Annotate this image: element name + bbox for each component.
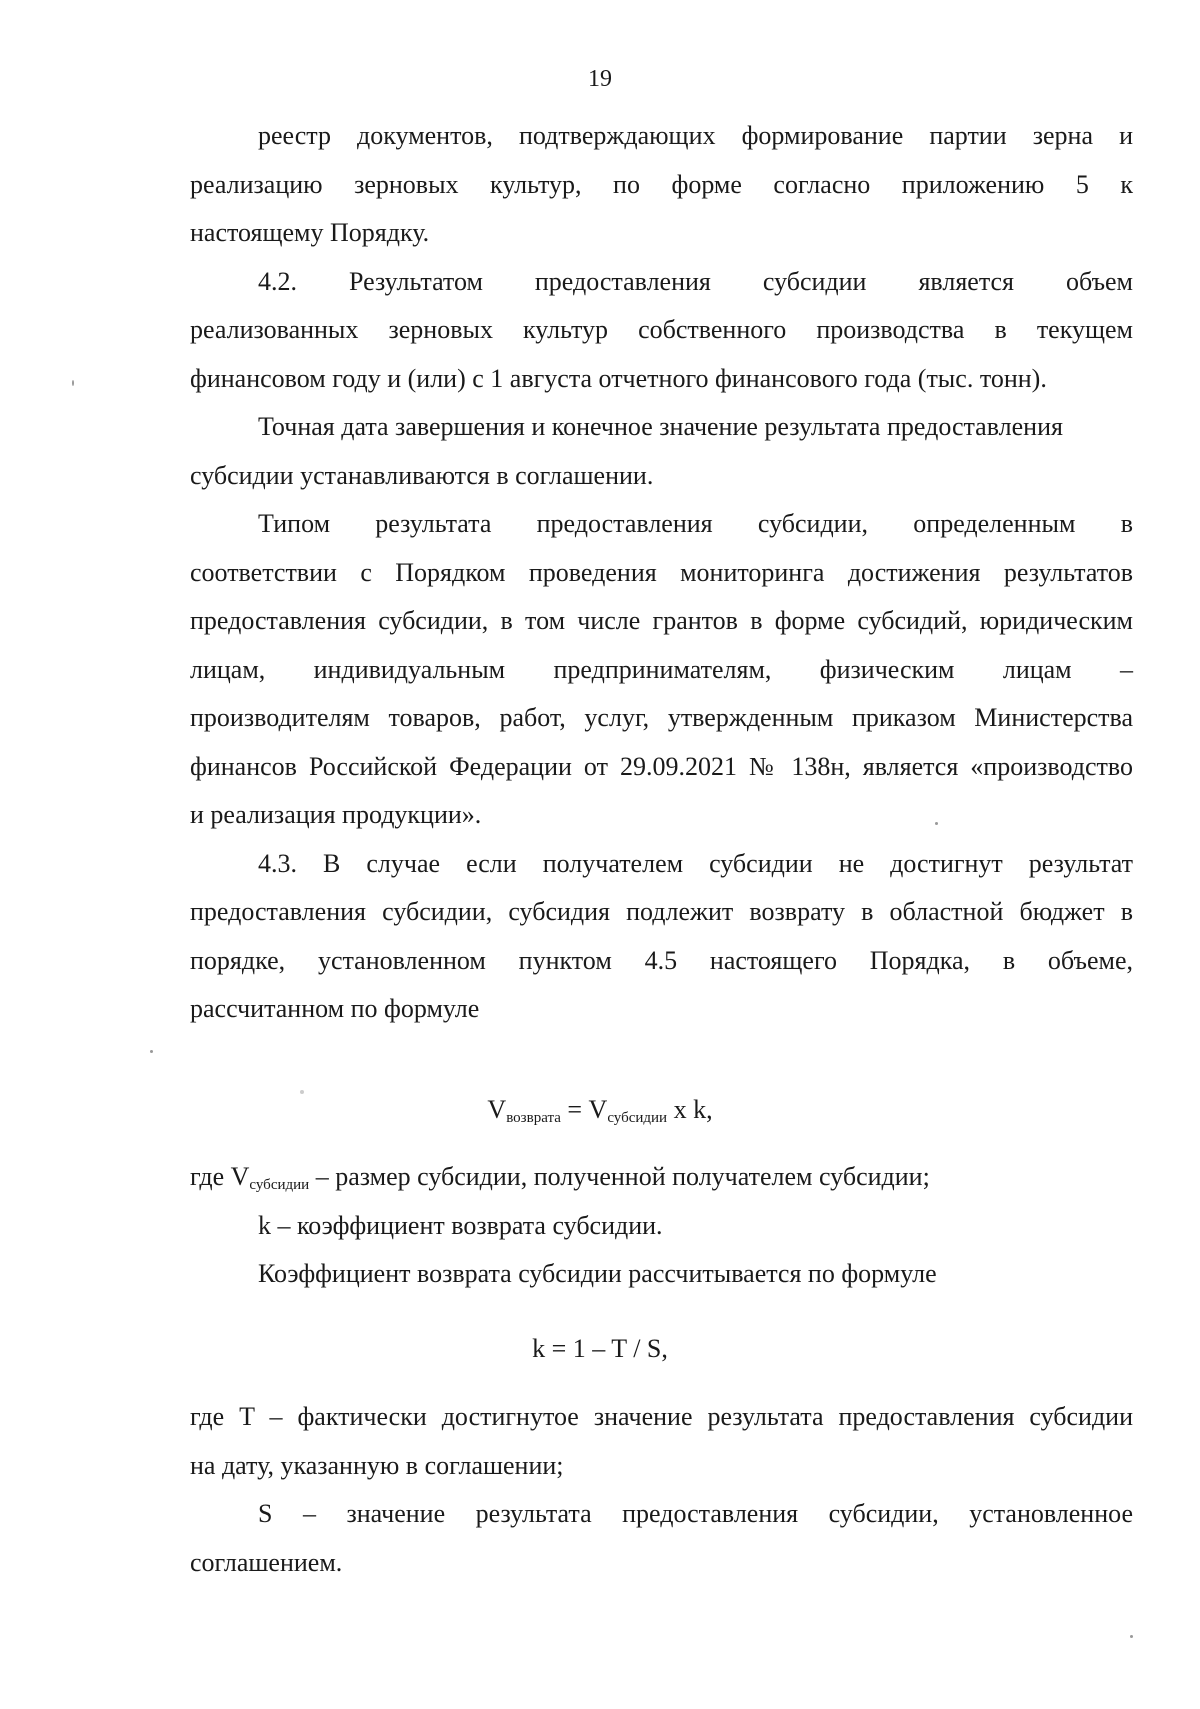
text-fragment: – размер субсидии, полученной получателем субсидии; [309, 1162, 930, 1191]
text-line: рассчитанном по формуле [190, 994, 480, 1023]
text-line: 4.3. В случае если получателем субсидии не достигнут результат [258, 848, 1133, 878]
formula-coefficient: k = 1 – T / S, [532, 1334, 668, 1363]
page-number: 19 [588, 66, 612, 92]
text-line [190, 1153, 1133, 1202]
text-line: на дату, указанную в соглашении; [190, 1450, 564, 1480]
text-line: субсидии устанавливаются в соглашении. [190, 460, 654, 490]
scan-speck [300, 1090, 304, 1094]
body-text-block-2 [190, 1153, 1133, 1299]
text-fragment: где V [190, 1162, 250, 1191]
body-text-block-1 [190, 112, 1133, 1034]
formula-subscript: субсидии [607, 1110, 668, 1126]
text-line: финансовом году и (или) с 1 августа отчетного финансового года (тыс. тонн). [190, 363, 1047, 393]
text-line: производителям товаров, работ, услуг, утвержденным приказом Министерства [190, 703, 1133, 732]
text-line: финансов Российской Федерации от 29.09.2021 № 138н, является «производство [190, 751, 1133, 781]
text-line: Типом результата предоставления субсидии, определенным в [258, 509, 1133, 538]
scan-speck [935, 822, 938, 825]
text-line: соответствии с Порядком проведения мониторинга достижения результатов [190, 557, 1133, 587]
formula-return-volume [0, 1090, 1200, 1130]
text-line: и реализация продукции». [190, 800, 482, 829]
text-line: Коэффициент возврата субсидии рассчитывается по формуле [258, 1259, 937, 1288]
text-line: где T – фактически достигнутое значение результата предоставления субсидии [190, 1402, 1133, 1431]
text-line: соглашением. [190, 1547, 343, 1577]
scan-speck [150, 1050, 153, 1053]
text-line: лицам, индивидуальным предпринимателям, физическим лицам – [190, 654, 1133, 684]
text-line: настоящему Порядку. [190, 218, 430, 247]
text-line: S – значение результата предоставления субсидии, установленное [258, 1499, 1133, 1528]
text-line: k – коэффициент возврата субсидии. [258, 1210, 663, 1240]
scan-speck [72, 380, 74, 386]
formula-subscript: возврата [506, 1110, 561, 1126]
scan-speck [1130, 1635, 1133, 1638]
text-line: предоставления субсидии, субсидия подлежит возврату в областной бюджет в [190, 897, 1133, 926]
formula-text: x k, [667, 1095, 713, 1124]
formula-text: V [487, 1095, 507, 1124]
text-line: порядке, установленном пунктом 4.5 настоящего Порядка, в объеме, [190, 945, 1133, 975]
text-line: реализованных зерновых культур собственного производства в текущем [190, 315, 1133, 344]
formula-text: = V [560, 1095, 608, 1124]
text-line: Точная дата завершения и конечное значение результата предоставления [258, 412, 1063, 441]
text-line: предоставления субсидии, в том числе грантов в форме субсидий, юридическим [190, 606, 1133, 635]
text-line: реестр документов, подтверждающих формирование партии зерна и [258, 121, 1133, 150]
body-text-block-3 [190, 1393, 1133, 1587]
text-subscript: субсидии [249, 1177, 310, 1193]
text-line: 4.2. Результатом предоставления субсидии является объем [258, 266, 1133, 296]
text-line: реализацию зерновых культур, по форме согласно приложению 5 к [190, 169, 1133, 199]
